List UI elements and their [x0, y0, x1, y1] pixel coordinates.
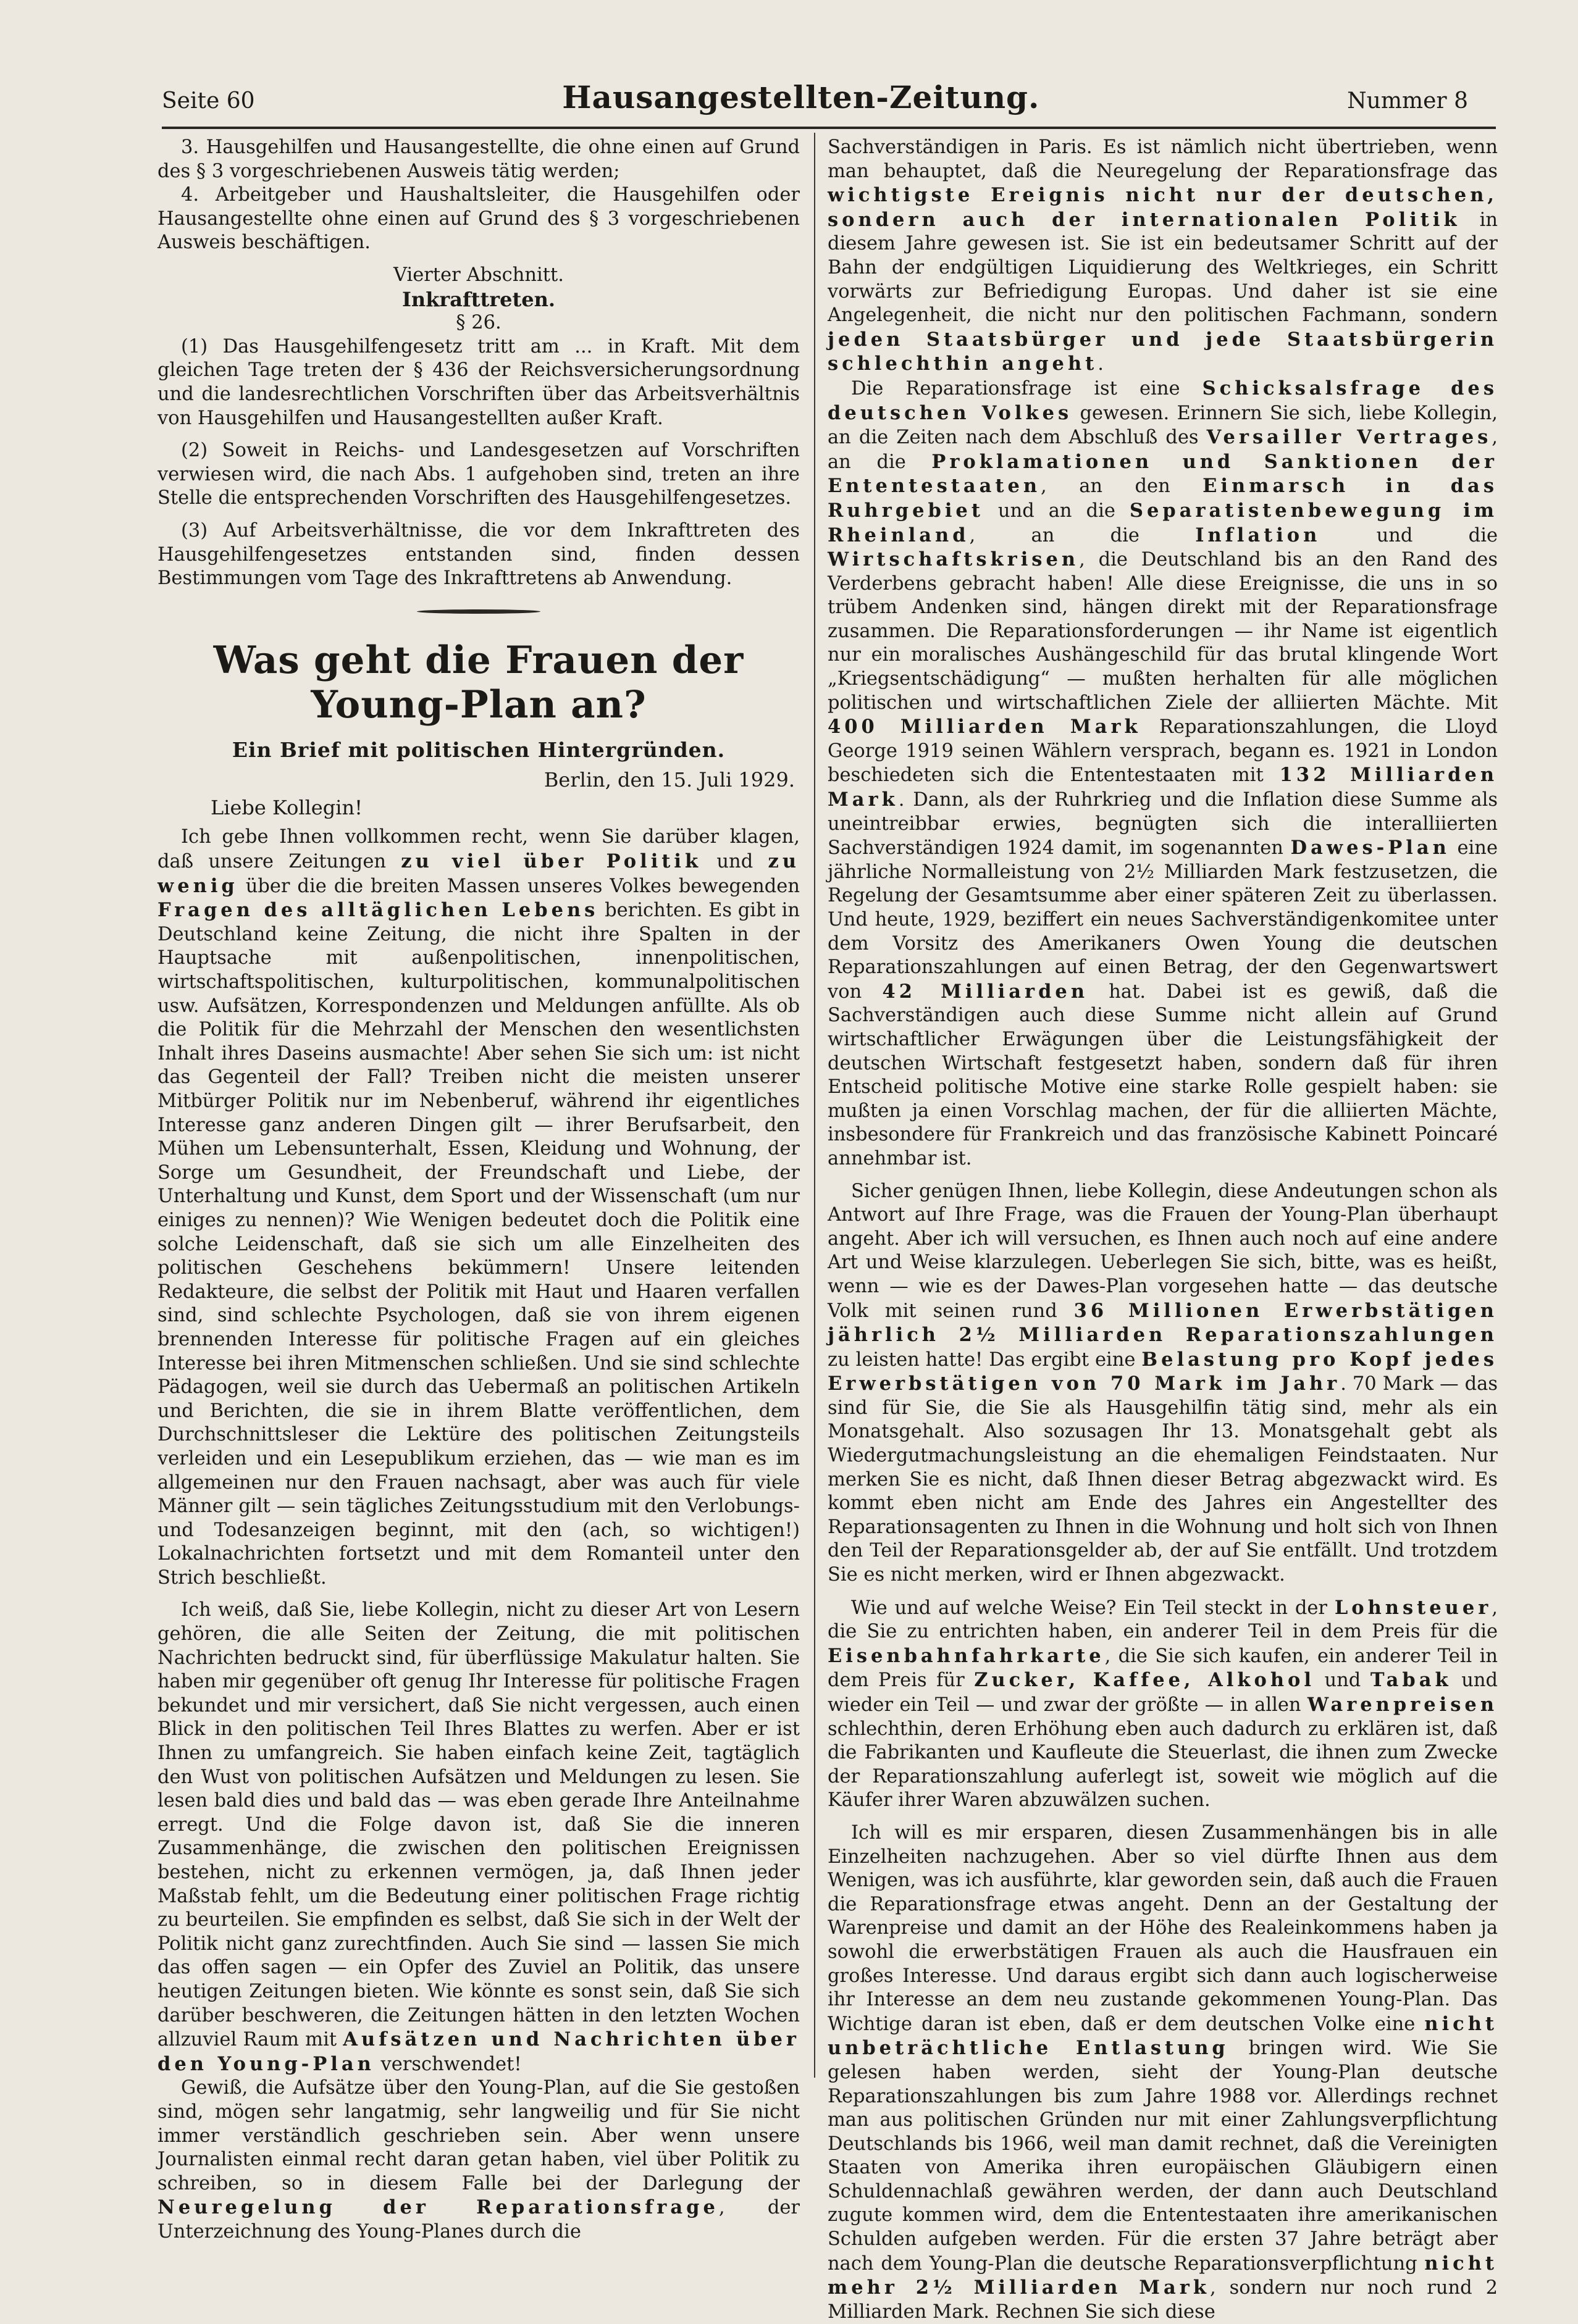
law-paragraph: (1) Das Hausgehilfengesetz tritt am ... in Kraft. Mit dem gleichen Tage treten der § 436 der Reichsversicherungsordnung und die landesrechtlichen Vorschriften über das Arbeitsverhältnis von Hausgehilfen und Hausangestellten außer Kraft. [157, 335, 800, 429]
section-heading: Vierter Abschnitt. [393, 264, 564, 286]
right-column [828, 136, 1498, 2324]
masthead: Hausangestellten-Zeitung. [562, 79, 1040, 115]
section-divider [417, 609, 540, 614]
article-paragraph: Wie und auf welche Weise? Ein Teil steckt in der Lohnsteuer, die Sie zu entrichten haben, ein anderer Teil in dem Preis für die Eisenbahnfahrkarte, die Sie sich kaufen, ein anderer Teil in dem Preis für Zucker, Kaffee, Alkohol und Tabak und wieder ein Teil — und zwar der größte — in allen Warenpreisen schlechthin, deren Erhöhung eben auch dadurch zu erklären ist, daß die Fabrikanten und Kaufleute die Steuerlast, die ihnen zum Zwecke der Reparationszahlung auferlegt ist, soweit wie möglich auf die Käufer ihrer Waren abzuwälzen suchen. [828, 1596, 1498, 1812]
column-rule [814, 133, 815, 2078]
article-paragraph: Ich weiß, daß Sie, liebe Kollegin, nicht zu dieser Art von Lesern gehören, die alle Seiten der Zeitung, die mit politischen Nachrichten bedruckt sind, für überflüssige Makulatur halten. Sie haben mir gegenüber oft genug Ihr Interesse für politische Fragen bekundet und mir versichert, daß Sie nicht vergessen, auch einen Blick in den politischen Teil Ihres Blattes zu werfen. Aber er ist Ihnen zu umfangreich. Sie haben einfach keine Zeit, tagtäglich den Wust von politischen Aufsätzen und Meldungen zu lesen. Sie lesen bald dies und bald das — was eben gerade Ihre Anteilnahme erregt. Und die Folge davon ist, daß Sie die inneren Zusammenhänge, die zwischen den politischen Ereignissen bestehen, nicht zu erkennen vermögen, ja, daß Ihnen jeder Maßstab fehlt, um die Bedeutung einer politischen Frage richtig zu beurteilen. Sie empfinden es selbst, daß Sie sich in der Welt der Politik nicht ganz zurechtfinden. Auch Sie sind — lassen Sie mich das offen sagen — ein Opfer des Zuviel an Politik, das unsere heutigen Zeitungen bieten. Wie könnte es sonst sein, daß Sie sich darüber beschweren, die Zeitungen hätten in den letzten Wochen allzuviel Raum mit Aufsätzen und Nachrichten über den Young-Plan verschwendet! [157, 1599, 800, 2075]
dateline: Berlin, den 15. Juli 1929. [543, 768, 795, 792]
page-header [162, 79, 1468, 122]
article-subtitle: Ein Brief mit politischen Hintergründen. [232, 737, 726, 762]
article-paragraph: Sachverständigen in Paris. Es ist nämlich nicht übertrieben, wenn man behauptet, daß die Neuregelung der Reparationsfrage das wichtigste Ereignis nicht nur der deutschen, sondern auch der internationalen Politik in diesem Jahre gewesen ist. Sie ist ein bedeutsamer Schritt auf der Bahn der endgültigen Liquidierung des Weltkrieges, ein Schritt vorwärts zur Befriedigung Europas. Und daher ist sie eine Angelegenheit, die nicht nur den politischen Fachmann, sondern jeden Staatsbürger und jede Staatsbürgerin schlechthin angeht. [828, 136, 1498, 375]
article-paragraph: Gewiß, die Aufsätze über den Young-Plan, auf die Sie gestoßen sind, mögen sehr langatmig, sehr langweilig und für Sie nicht immer verständlich geschrieben sein. Aber wenn unsere Journalisten einmal recht daran getan haben, viel über Politik zu schreiben, so in diesem Falle bei der Darlegung der Neuregelung der Reparationsfrage, der Unterzeichnung des Young-Planes durch die [157, 2077, 800, 2242]
law-paragraph: (3) Auf Arbeitsverhältnisse, die vor dem Inkrafttreten des Hausgehilfengesetzes entstanden sind, finden dessen Bestimmungen vom Tage des Inkrafttretens ab Anwendung. [157, 519, 800, 590]
law-item: 4. Arbeitgeber und Haushaltsleiter, die Hausgehilfen oder Hausangestellte ohne einen auf Grund des § 3 vorgeschriebenen Ausweis beschäftigen. [157, 184, 800, 254]
article-paragraph: Die Reparationsfrage ist eine Schicksalsfrage des deutschen Volkes gewesen. Erinnern Sie sich, liebe Kollegin, an die Zeiten nach dem Abschluß des Versailler Vertrages, an die Proklamationen und Sanktionen der Ententestaaten, an den Einmarsch in das Ruhrgebiet und an die Separatistenbewegung im Rheinland, an die Inflation und die Wirtschaftskrisen, die Deutschland bis an den Rand des Verderbens gebracht haben! Alle diese Ereignisse, die uns in so trübem Andenken sind, hängen direkt mit der Reparationsfrage zusammen. Die Reparationsforderungen — ihr Name ist eigentlich nur ein moralisches Aushängeschild für das brutal klingende Wort „Kriegsentschädigung“ — mußten herhalten für alle möglichen politischen und wirtschaftlichen Ziele der alliierten Mächte. Mit 400 Milliarden Mark Reparationszahlungen, die Lloyd George 1919 seinen Wählern versprach, begann es. 1921 in London beschiedeten sich die Ententestaaten mit 132 Milliarden Mark. Dann, als der Ruhrkrieg und die Inflation diese Summe als uneintreibbar erwies, begnügten sich die interalliierten Sachverständigen 1924 damit, im sogenannten Dawes-Plan eine jährliche Normalleistung von 2½ Milliarden Mark festzusetzen, die Regelung der Gesamtsumme aber einer späteren Zeit zu überlassen. Und heute, 1929, beziffert ein neues Sachverständigenkomitee unter dem Vorsitz des Amerikaners Owen Young die deutschen Reparationszahlungen auf einen Betrag, der den Gegenwartswert von 42 Milliarden hat. Dabei ist es gewiß, daß die Sachverständigen auch diese Summe nicht allein auf Grund wirtschaftlicher Erwägungen über die Leistungsfähigkeit der deutschen Wirtschaft festgesetzt haben, sondern daß für ihren Entscheid politische Motive eine starke Rolle gespielt haben: sie mußten ja einen Vorschlag machen, der für die alliierten Mächte, insbesondere für Frankreich und das französische Kabinett Poincaré annehmbar ist. [828, 377, 1498, 1169]
article-paragraph: Ich will es mir ersparen, diesen Zusammenhängen bis in alle Einzelheiten nachzugehen. Aber so viel dürfte Ihnen aus dem Wenigen, was ich ausführte, klar geworden sein, daß auch die Frauen die Reparationsfrage etwas angeht. Denn an der Gestaltung der Warenpreise und damit an der Höhe des Realeinkommens haben ja sowohl die erwerbstätigen Frauen als auch die Hausfrauen ein großes Interesse. Und daraus ergibt sich dann auch logischerweise ihr Interesse an dem neu zustande gekommenen Young-Plan. Das Wichtige daran ist eben, daß er dem deutschen Volke eine nicht unbeträchtliche Entlastung bringen wird. Wie Sie gelesen haben werden, sieht der Young-Plan deutsche Reparationszahlungen bis zum Jahre 1988 vor. Allerdings rechnet man aus politischen Gründen nur mit einer Zahlungsverpflichtung Deutschlands bis 1966, weil man damit rechnet, daß die Vereinigten Staaten von Amerika ihren europäischen Gläubigern einen Schuldennachlaß gewähren werden, der dann auch Deutschland zugute kommen wird, dem die Ententestaaten ihre amerikanischen Schulden aufgeben werden. Für die ersten 37 Jahre beträgt aber nach dem Young-Plan die deutsche Reparationsverpflichtung nicht mehr 2½ Milliarden Mark, sondern nur noch rund 2 Milliarden Mark. Rechnen Sie sich diese [828, 1821, 1498, 2323]
section-title: Inkrafttreten. [401, 287, 556, 311]
paragraph-number: § 26. [456, 312, 502, 334]
header-rule [162, 127, 1496, 129]
law-paragraph: (2) Soweit in Reichs- und Landesgesetzen auf Vorschriften verwiesen wird, die nach Abs. 1 aufgehoben sind, treten an ihre Stelle die entsprechenden Vorschriften des Hausgehilfengesetzes. [157, 440, 800, 509]
article-paragraph: Sicher genügen Ihnen, liebe Kollegin, diese Andeutungen schon als Antwort auf Ihre Frage, was die Frauen der Young-Plan überhaupt angeht. Aber ich will versuchen, es Ihnen auch noch auf eine andere Art und Weise klarzulegen. Ueberlegen Sie sich, bitte, was es heißt, wenn — wie es der Dawes-Plan vorgesehen hatte — das deutsche Volk mit seinen rund 36 Millionen Erwerbstätigen jährlich 2½ Milliarden Reparationszahlungen zu leisten hatte! Das ergibt eine Belastung pro Kopf jedes Erwerbstätigen von 70 Mark im Jahr. 70 Mark — das sind für Sie, die Sie als Hausgehilfin tätig sind, mehr als ein Monatsgehalt. Also sozusagen Ihr 13. Monatsgehalt gebt als Wiedergutmachungsleistung an die ehemaligen Feindstaaten. Nur merken Sie es nicht, daß Ihnen dieser Betrag abgezwackt wird. Es kommt eben nicht am Ende des Jahres ein Angestellter des Reparationsagenten zu Ihnen in die Wohnung und holt sich von Ihnen den Teil der Reparationsgelder ab, der auf Sie entfällt. Und trotzdem Sie es nicht merken, wird er Ihnen abgezwackt. [828, 1180, 1498, 1586]
article-paragraph: Ich gebe Ihnen vollkommen recht, wenn Sie darüber klagen, daß unsere Zeitungen zu viel über Politik und zu wenig über die die breiten Massen unseres Volkes bewegenden Fragen des alltäglichen Lebens berichten. Es gibt in Deutschland keine Zeitung, die nicht ihre Spalten in der Hauptsache mit außenpolitischen, innenpolitischen, wirtschaftspolitischen, kulturpolitischen, kommunalpolitischen usw. Aufsätzen, Korrespondenzen und Meldungen anfüllte. Als ob die Politik für die Mehrzahl der Menschen den wesentlichsten Inhalt ihres Daseins ausmachte! Aber sehen Sie sich um: ist nicht das Gegenteil der Fall? Treiben nicht die meisten unserer Mitbürger Politik nur im Nebenberuf, während ihr eigentliches Interesse ganz anderen Dingen gilt — ihrer Berufsarbeit, den Mühen um Lebensunterhalt, Essen, Kleidung und Wohnung, der Sorge um Gesundheit, der Freundschaft und Liebe, der Unterhaltung und Kunst, dem Sport und der Wissenschaft (um nur einiges zu nennen)? Wie Wenigen bedeutet doch die Politik eine solche Leidenschaft, daß sie sich um alle Einzelheiten des politischen Geschehens bekümmern! Unsere leitenden Redakteure, die selbst der Politik mit Haut und Haaren verfallen sind, sind schlechte Psychologen, daß sie von ihrem eigenen brennenden Interesse für politische Fragen auf ein gleiches Interesse bei ihren Mitmenschen schließen. Und sie sind schlechte Pädagogen, weil sie durch das Uebermaß an politischen Artikeln und Berichten, die sie in ihrem Blatte veröffentlichen, dem Durchschnittsleser die Lektüre des politischen Zeitungsteils verleiden und ein Lesepublikum erziehen, das — wie man es im allgemeinen nur den Frauen nachsagt, aber was auch für viele Männer gilt — sein tägliches Zeitungsstudium mit den Verlobungs- und Todesanzeigen beginnt, mit den (ach, so wichtigen!) Lokalnachrichten fortsetzt und mit dem Romanteil unter den Strich beschließt. [157, 826, 800, 1589]
article-title: Was geht die Frauen der Young-Plan an? [213, 638, 744, 727]
law-item: 3. Hausgehilfen und Hausangestellte, die ohne einen auf Grund des § 3 vorgeschriebenen Ausweis tätig werden; [157, 136, 800, 182]
left-column [157, 136, 800, 2244]
page-number: Seite 60 [162, 88, 255, 114]
issue-number: Nummer 8 [1347, 88, 1468, 114]
salutation: Liebe Kollegin! [211, 795, 363, 819]
